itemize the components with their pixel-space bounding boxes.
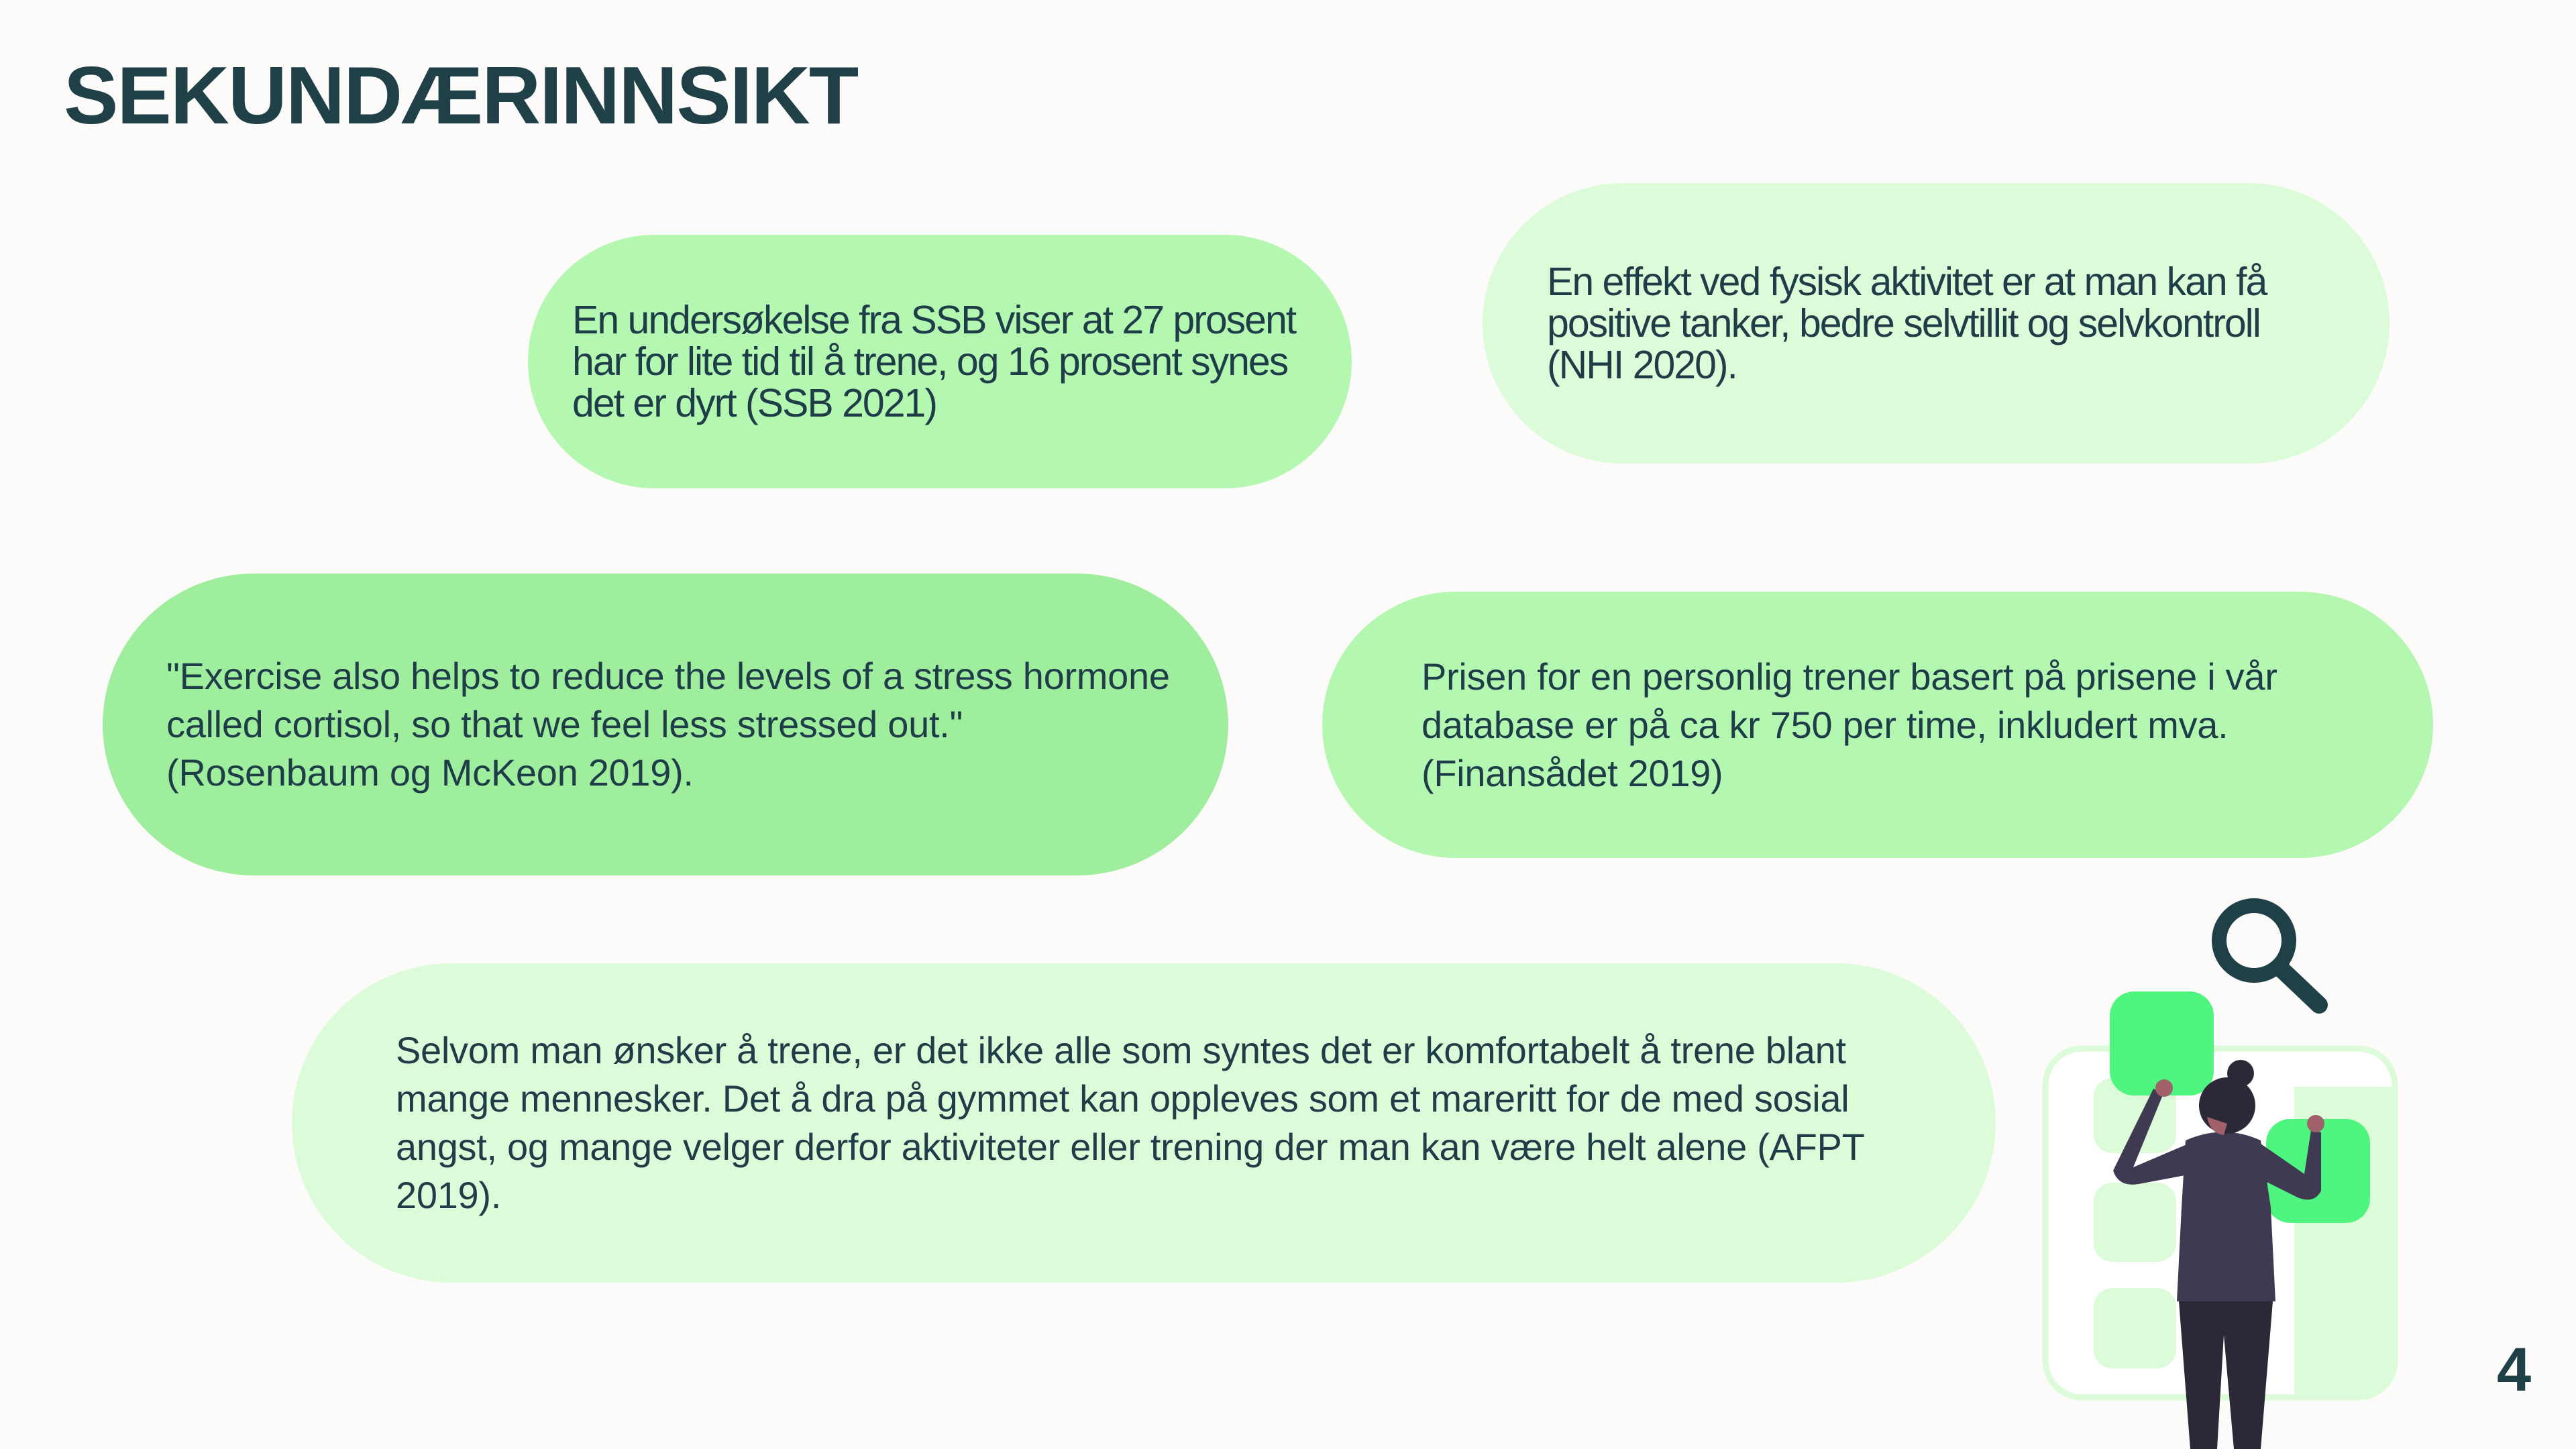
insight-text-ssb: En undersøkelse fra SSB viser at 27 prosent har for lite tid til å trene, og 16 prosent synes det er dyrt (SSB 2021): [572, 298, 1296, 425]
insight-bubble-ssb: [528, 235, 1352, 488]
page-title: SEKUNDÆRINNSIKT: [64, 50, 858, 141]
insight-bubble-trener: [1322, 592, 2433, 858]
insight-text-nhi: En effekt ved fysisk aktivitet er at man kan få positive tanker, bedre selvtillit og selvkontroll (NHI 2020).: [1547, 260, 2267, 387]
insight-bubble-angst: [292, 963, 1996, 1283]
insight-bubble-nhi: [1483, 183, 2390, 464]
magnifier-icon: [2219, 906, 2319, 1005]
insight-text-trener: Prisen for en personlig trener basert på prisene i vår database er på ca kr 750 per time, inkludert mva. (Finansådet 2019): [1421, 655, 2277, 794]
insight-text-cortisol: "Exercise also helps to reduce the levels of a stress hormone called cortisol, so that we feel less stressed out." (Rosenbaum og McKeon 2019).: [166, 655, 1170, 794]
person-sorting-cards-illustration: [2039, 892, 2415, 1449]
page-number: 4: [2497, 1336, 2532, 1404]
insight-bubble-cortisol: [103, 574, 1228, 875]
insight-text-angst: Selvom man ønsker å trene, er det ikke alle som syntes det er komfortabelt å trene blant mange mennesker. Det å dra på gymmet kan oppleves som et mareritt for de med sosial angst, og mange velger derfor aktiviteter eller trening der man kan være helt alene (AFPT 2019).: [396, 1029, 1864, 1216]
